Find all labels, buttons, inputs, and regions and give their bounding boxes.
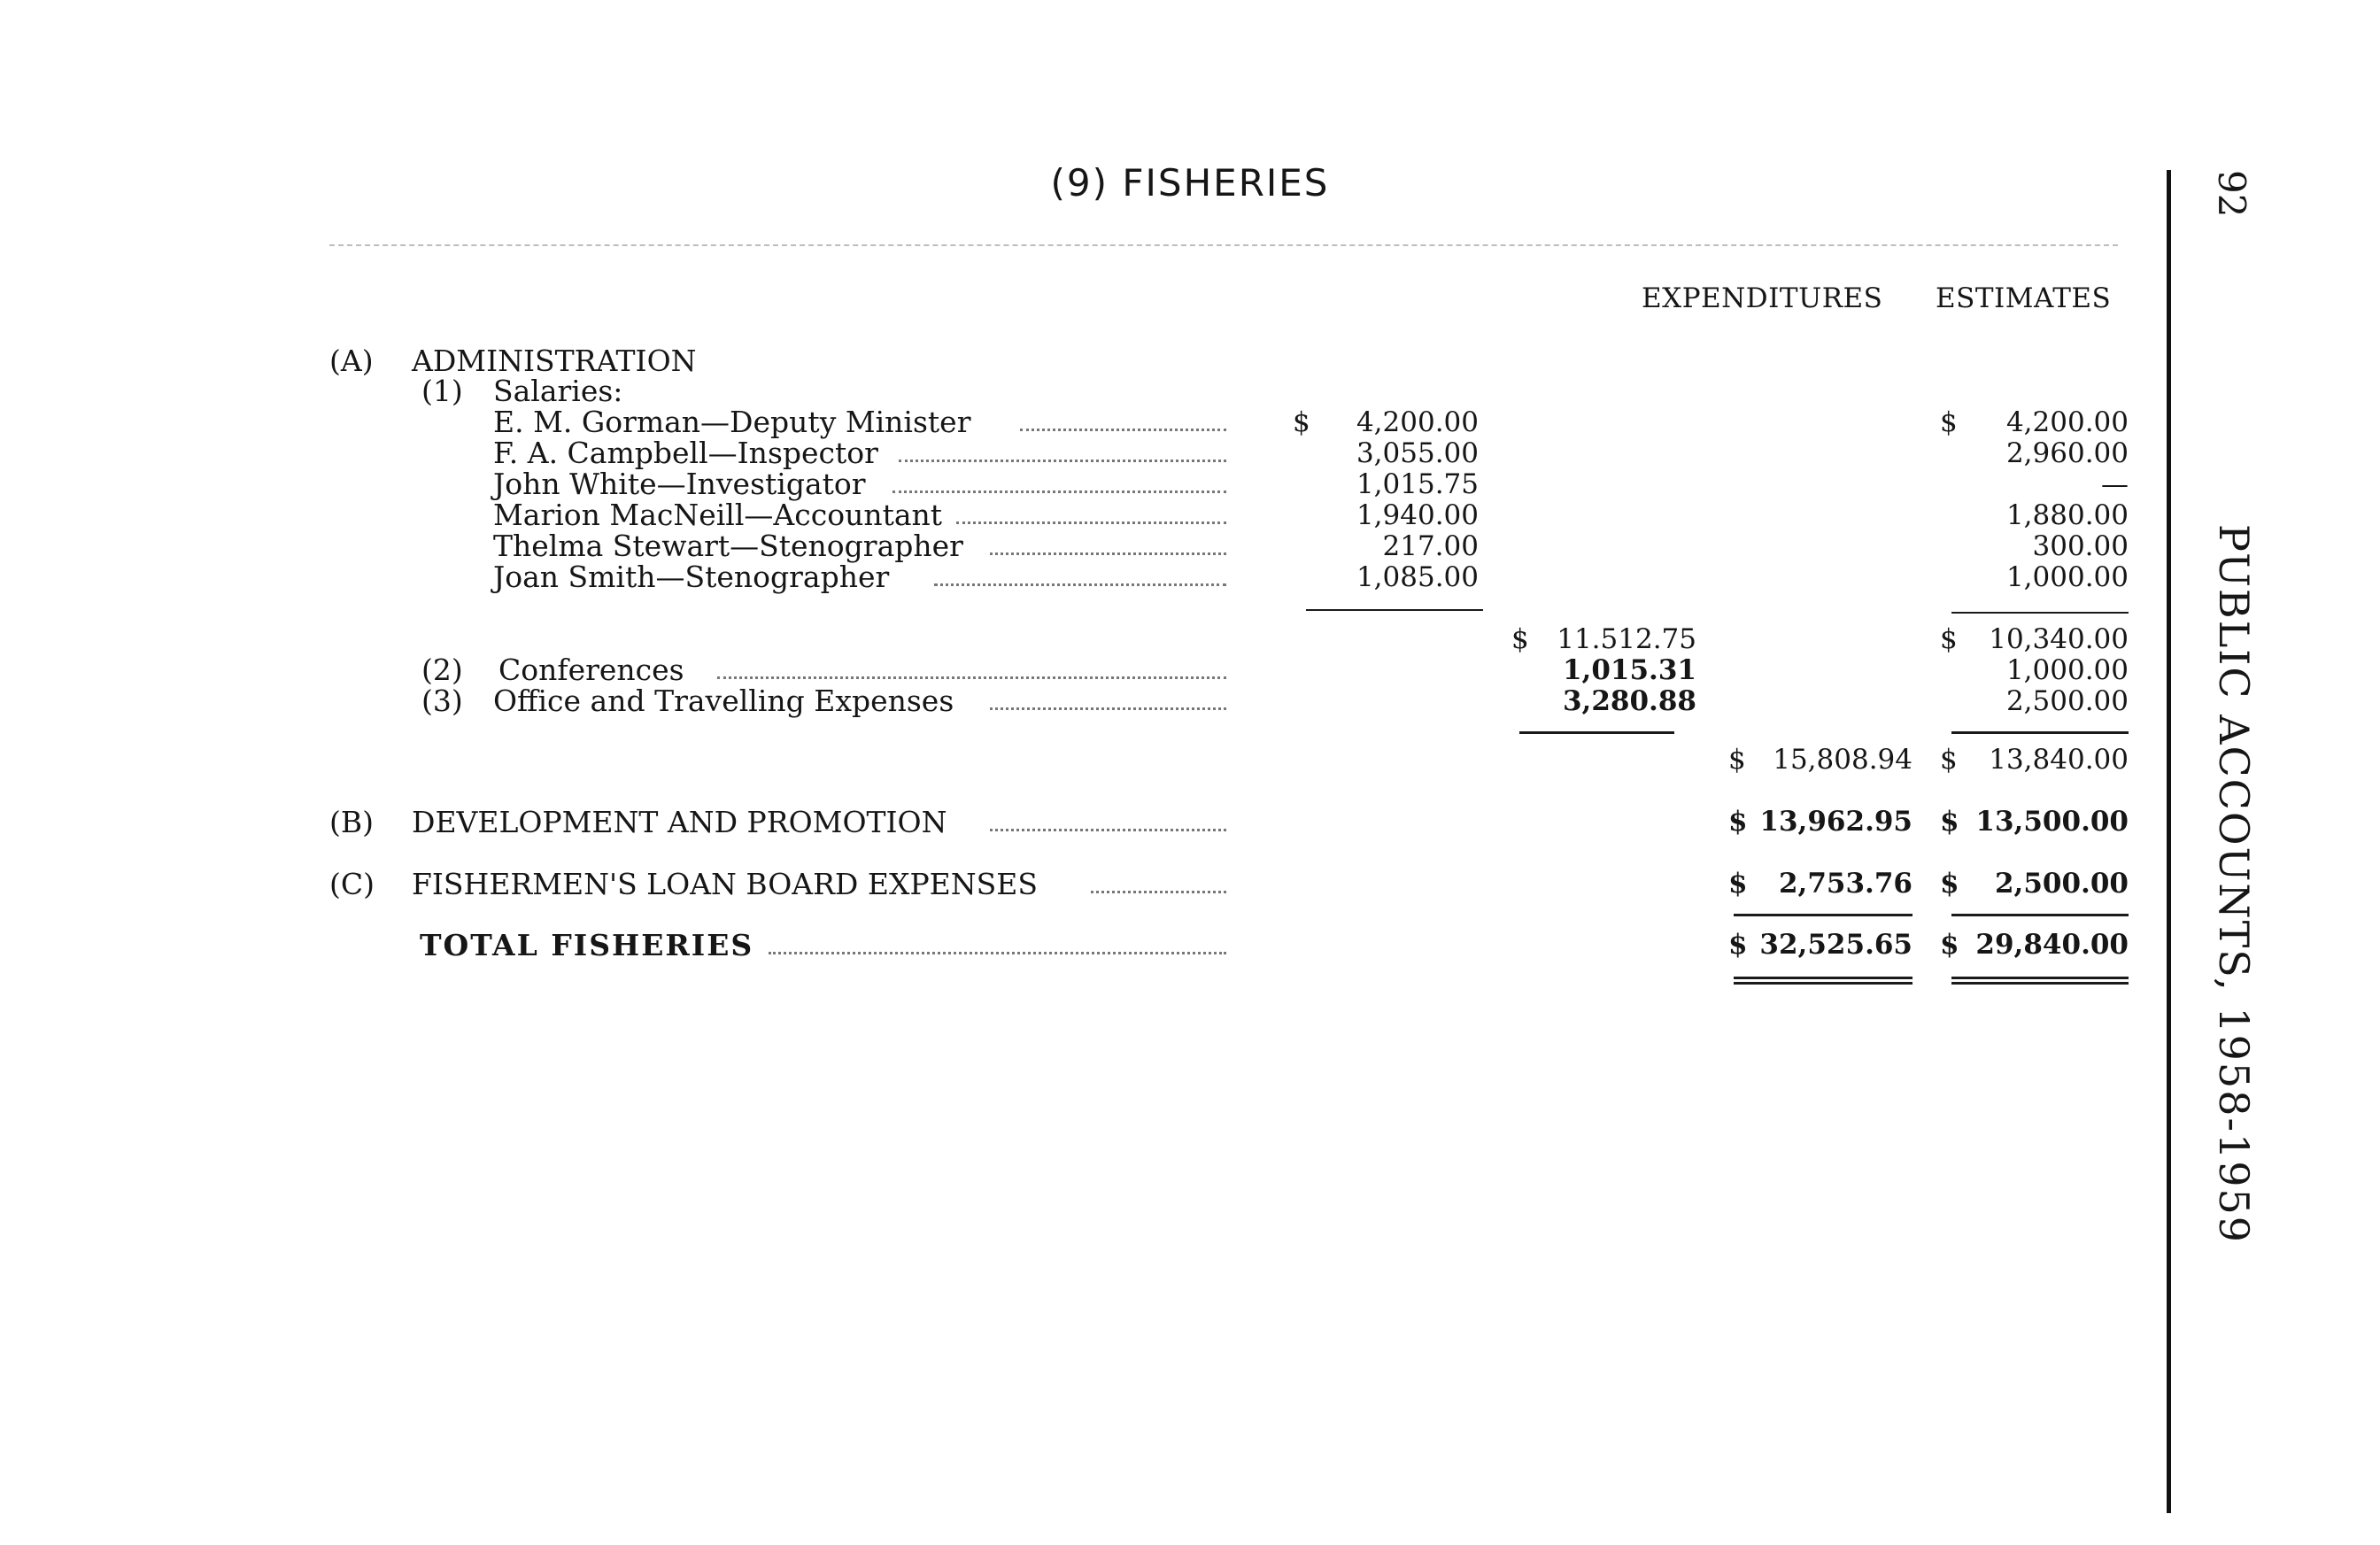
salaries-number: (1) xyxy=(421,374,463,408)
currency-symbol: $ xyxy=(1728,929,1748,961)
conferences-estimate: 1,000.00 xyxy=(2005,654,2129,686)
conferences-label: Conferences xyxy=(498,653,684,687)
expenditure-value: 4,200.00 xyxy=(1356,406,1479,438)
leader-dots xyxy=(717,676,1226,679)
leader-dots xyxy=(990,829,1226,831)
salaries-estimate-subtotal: 10,340.00 xyxy=(1989,623,2129,655)
salary-name: John White—Investigator xyxy=(493,467,866,501)
office-estimate: 2,500.00 xyxy=(2005,685,2129,717)
conferences-expenditure: 1,015.31 xyxy=(1562,654,1696,686)
currency-symbol: $ xyxy=(1940,406,1958,438)
estimate-value: 1,880.00 xyxy=(2005,499,2129,531)
administration-total: 15,808.94 xyxy=(1773,744,1912,776)
estimate-value: 2,960.00 xyxy=(2005,437,2129,469)
expenditure-value: 217.00 xyxy=(1382,530,1479,562)
subtotal-rule xyxy=(1951,612,2129,614)
currency-symbol: $ xyxy=(1940,623,1958,655)
salaries-label: Salaries: xyxy=(493,374,623,408)
expenditures-heading: EXPENDITURES xyxy=(1642,282,1883,314)
section-c-expenditure: 2,753.76 xyxy=(1778,868,1912,900)
salary-name: F. A. Campbell—Inspector xyxy=(493,436,878,470)
total-rule xyxy=(1519,731,1674,734)
conferences-number: (2) xyxy=(421,653,463,687)
section-a-label: ADMINISTRATION xyxy=(412,344,697,378)
currency-symbol: $ xyxy=(1293,406,1310,438)
currency-symbol: $ xyxy=(1728,744,1746,776)
estimates-heading: ESTIMATES xyxy=(1936,282,2112,314)
office-number: (3) xyxy=(421,684,463,718)
section-a-letter: (A) xyxy=(329,344,374,378)
leader-dots xyxy=(934,583,1226,586)
leader-dots xyxy=(990,707,1226,710)
expenditure-value: 1,015.75 xyxy=(1356,468,1479,500)
section-b-expenditure: 13,962.95 xyxy=(1759,806,1912,838)
currency-symbol: $ xyxy=(1940,806,1959,838)
salary-name: E. M. Gorman—Deputy Minister xyxy=(493,405,971,439)
page-number: 92 xyxy=(2210,170,2253,218)
section-c-label: FISHERMEN'S LOAN BOARD EXPENSES xyxy=(412,867,1038,901)
expenditure-value: 1,940.00 xyxy=(1356,499,1479,531)
currency-symbol: $ xyxy=(1940,868,1959,900)
double-rule xyxy=(1734,982,1912,985)
grand-total-estimate: 29,840.00 xyxy=(1975,929,2129,961)
running-title: PUBLIC ACCOUNTS, 1958-1959 xyxy=(2210,524,2258,1245)
estimate-value: 300.00 xyxy=(2032,530,2129,562)
currency-symbol: $ xyxy=(1940,929,1959,961)
estimate-value: 1,000.00 xyxy=(2005,561,2129,593)
page-title: (9) FISHERIES xyxy=(1050,161,1330,205)
currency-symbol: $ xyxy=(1728,868,1748,900)
margin-rule xyxy=(2167,170,2171,1513)
subtotal-rule xyxy=(1306,609,1483,611)
currency-symbol: $ xyxy=(1511,623,1529,655)
grand-total-expenditure: 32,525.65 xyxy=(1759,929,1912,961)
leader-dots xyxy=(892,491,1226,493)
total-rule xyxy=(1951,731,2129,734)
section-b-estimate: 13,500.00 xyxy=(1975,806,2129,838)
section-c-letter: (C) xyxy=(329,867,375,901)
salary-name: Joan Smith—Stenographer xyxy=(493,560,890,594)
section-b-letter: (B) xyxy=(329,805,374,839)
currency-symbol: $ xyxy=(1728,806,1748,838)
leader-dots xyxy=(956,521,1226,524)
section-c-estimate: 2,500.00 xyxy=(1994,868,2129,900)
administration-estimate-total: 13,840.00 xyxy=(1989,744,2129,776)
office-label: Office and Travelling Expenses xyxy=(493,684,954,718)
leader-dots xyxy=(1020,429,1226,431)
expenditure-value: 3,055.00 xyxy=(1356,437,1479,469)
leader-dots xyxy=(769,952,1226,954)
total-rule xyxy=(1734,914,1912,916)
double-rule xyxy=(1951,977,2129,979)
leader-dots xyxy=(990,552,1226,555)
leader-dots xyxy=(899,460,1226,462)
grand-total-label: TOTAL FISHERIES xyxy=(420,928,754,962)
header-divider xyxy=(329,244,2118,246)
estimate-value: 4,200.00 xyxy=(2005,406,2129,438)
leader-dots xyxy=(1091,891,1226,893)
double-rule xyxy=(1734,977,1912,979)
salary-name: Marion MacNeill—Accountant xyxy=(493,498,943,532)
section-b-label: DEVELOPMENT AND PROMOTION xyxy=(412,805,947,839)
estimate-value: — xyxy=(2101,468,2129,500)
total-rule xyxy=(1951,914,2129,916)
double-rule xyxy=(1951,982,2129,985)
expenditure-value: 1,085.00 xyxy=(1356,561,1479,593)
salary-name: Thelma Stewart—Stenographer xyxy=(493,529,963,563)
currency-symbol: $ xyxy=(1940,744,1958,776)
office-expenditure: 3,280.88 xyxy=(1562,685,1696,717)
salaries-subtotal: 11.512.75 xyxy=(1557,623,1696,655)
